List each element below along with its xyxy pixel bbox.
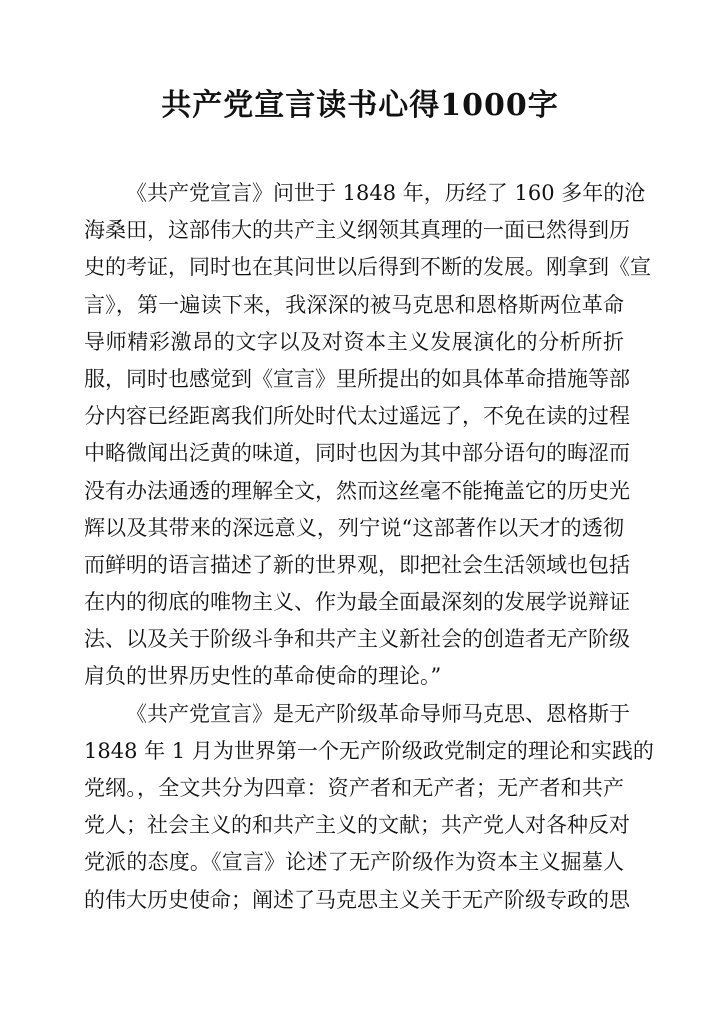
paragraph xyxy=(84,175,651,696)
text-line: 1848 年 1 月为世界第一个无产阶级政党制定的理论和实践的 xyxy=(84,738,654,763)
text-line: 没有办法通透的理解全文，然而这丝毫不能掩盖它的历史光 xyxy=(84,478,630,503)
text-line: 言》，第一遍读下来，我深深的被马克思和恩格斯两位革命 xyxy=(84,292,624,317)
text-line: 法、以及关于阶级斗争和共产主义新社会的创造者无产阶级 xyxy=(84,627,630,652)
text-line: 肩负的世界历史性的革命使命的理论。” xyxy=(84,664,442,689)
text-line: 中略微闻出泛黄的味道，同时也因为其中部分语句的晦涩而 xyxy=(84,441,630,466)
text-line: 辉以及其带来的深远意义，列宁说“这部著作以天才的透彻 xyxy=(84,515,624,540)
text-line: 服，同时也感觉到《宣言》里所提出的如具体革命措施等部 xyxy=(84,366,630,391)
text-line: 《共产党宣言》问世于 1848 年，历经了 160 多年的沧 xyxy=(126,181,646,205)
text-line: 史的考证，同时也在其问世以后得到不断的发展。刚拿到《宣 xyxy=(84,255,651,280)
paragraph xyxy=(84,696,654,919)
text-line: 党派的态度。《宣言》论述了无产阶级作为资本主义掘墓人 xyxy=(84,850,624,875)
text-line: 的伟大历史使命；阐述了马克思主义关于无产阶级专政的思 xyxy=(84,887,630,912)
text-line: 而鲜明的语言描述了新的世界观，即把社会生活领域也包括 xyxy=(84,552,630,577)
text-line: 海桑田，这部伟大的共产主义纲领其真理的一面已然得到历 xyxy=(84,218,630,243)
text-line: 党人；社会主义的和共产主义的文献；共产党人对各种反对 xyxy=(84,813,630,838)
text-line: 在内的彻底的唯物主义、作为最全面最深刻的发展学说辩证 xyxy=(84,590,630,615)
document-title: 共产党宣言读书心得1000字 xyxy=(161,88,559,123)
text-line: 党纲。，全文共分为四章：资产者和无产者；无产者和共产 xyxy=(84,776,624,800)
text-line: 导师精彩激昂的文字以及对资本主义发展演化的分析所折 xyxy=(84,329,624,354)
text-line: 《共产党宣言》是无产阶级革命导师马克思、恩格斯于 xyxy=(126,701,630,726)
text-line: 分内容已经距离我们所处时代太过遥远了，不免在读的过程 xyxy=(84,404,630,429)
document-body xyxy=(84,175,654,919)
